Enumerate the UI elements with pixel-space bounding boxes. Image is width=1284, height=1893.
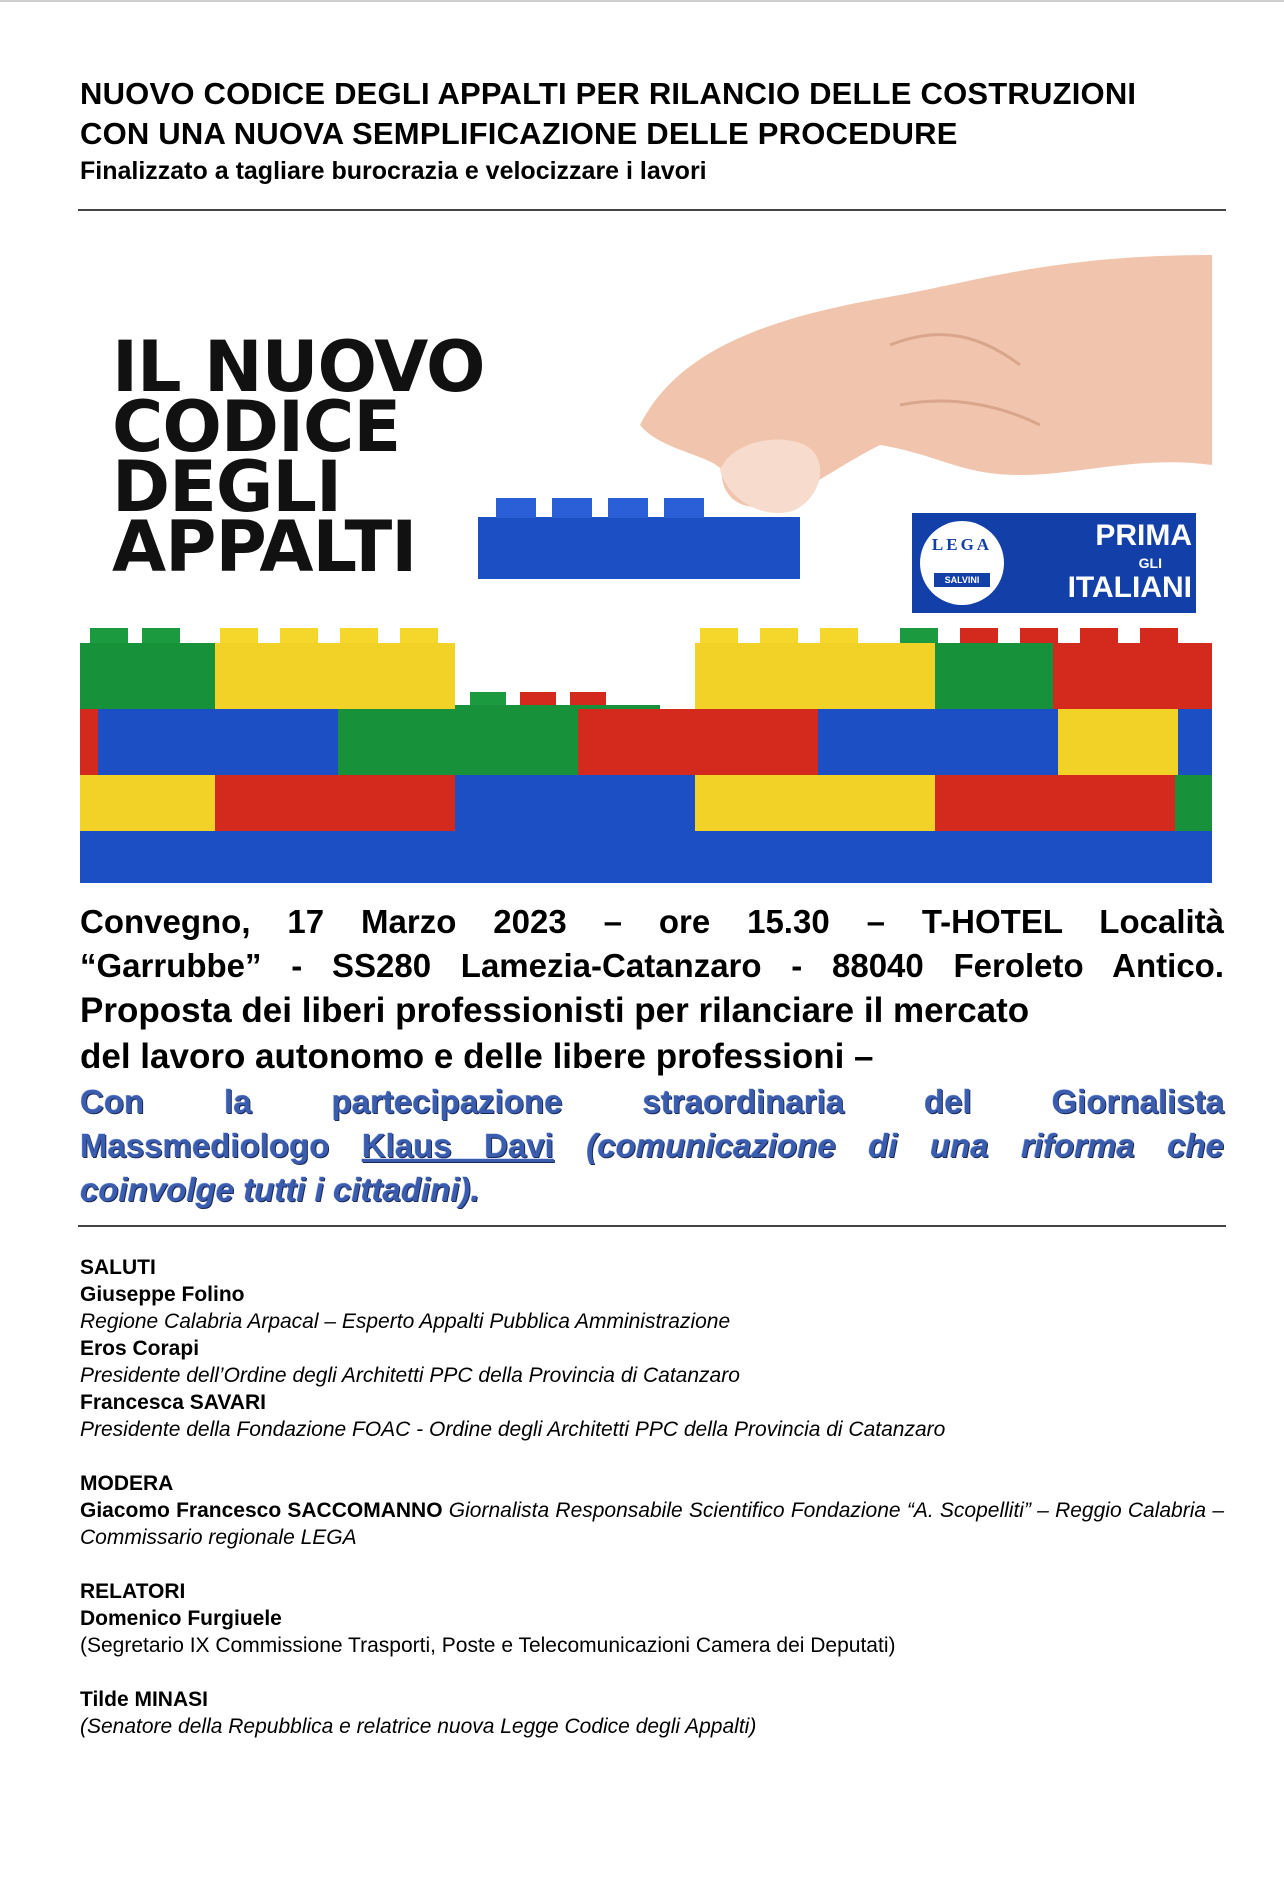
speaker-name: Domenico Furgiuele <box>80 1607 282 1630</box>
hand-illustration <box>640 255 1212 513</box>
speaker-role: Presidente dell’Ordine degli Architetti PPC della Provincia di Catanzaro <box>80 1364 740 1387</box>
guest-line-3: coinvolge tutti i cittadini). <box>80 1171 480 1208</box>
speaker-name: Francesca SAVARI <box>80 1391 266 1414</box>
guest-name: Klaus Davi <box>361 1127 554 1164</box>
program-divider <box>78 1225 1226 1227</box>
speaker-role: Regione Calabria Arpacal – Esperto Appalti Pubblica Amministrazione <box>80 1310 731 1333</box>
event-info <box>80 900 1224 1212</box>
lega-logo <box>920 521 1004 605</box>
lega-logo-sub: SALVINI <box>934 573 990 587</box>
lega-logo-text: LEGA <box>931 535 993 554</box>
program <box>80 1254 1224 1740</box>
guest-note: (comunicazione di una riforma che <box>586 1127 1224 1164</box>
proposal-line-1: Proposta dei liberi professionisti per rilanciare il mercato <box>80 991 1030 1030</box>
hero-title-line: DEGLI <box>112 446 342 528</box>
hero-title-line: CODICE <box>112 386 401 468</box>
document-header <box>80 74 1224 188</box>
hero-title-line: IL NUOVO <box>112 326 485 408</box>
speaker-role: Presidente della Fondazione FOAC - Ordine degli Architetti PPC della Provincia di Catanzaro <box>80 1418 946 1441</box>
event-details-line-1: Convegno, 17 Marzo 2023 – ore 15.30 – T-HOTEL Località <box>80 903 1224 940</box>
moderator-role: Giornalista Responsabile Scientifico Fondazione “A. Scopelliti” – Reggio Calabria – Commissario regionale LEGA <box>80 1499 1224 1549</box>
guest-prefix: Massmediologo <box>80 1127 330 1164</box>
lega-badge <box>912 513 1196 613</box>
hero-title-line: APPALTI <box>112 506 417 588</box>
speaker-name: Tilde MINASI <box>80 1688 208 1711</box>
title-line-2: CON UNA NUOVA SEMPLIFICAZIONE DELLE PROCEDURE <box>80 116 958 151</box>
badge-line-1: PRIMA <box>1095 519 1192 552</box>
badge-line-3: ITALIANI <box>1067 571 1192 604</box>
top-border <box>0 0 1284 2</box>
held-blue-brick <box>478 498 800 579</box>
speaker-name: Eros Corapi <box>80 1337 200 1360</box>
subtitle: Finalizzato a tagliare burocrazia e velocizzare i lavori <box>80 157 707 185</box>
proposal-line-2: del lavoro autonomo e delle libere professioni – <box>80 1037 874 1076</box>
badge-line-2: GLI <box>1138 555 1162 571</box>
guest-line-2 <box>80 1124 1224 1168</box>
hero-image <box>80 255 1212 883</box>
guest-line-1: Con la partecipazione straordinaria del Giornalista <box>80 1083 1224 1120</box>
section-heading-relatori: RELATORI <box>80 1580 186 1603</box>
speaker-role: (Senatore della Repubblica e relatrice nuova Legge Codice degli Appalti) <box>80 1715 757 1738</box>
moderator-name: Giacomo Francesco SACCOMANNO <box>80 1499 443 1522</box>
speaker-name: Giuseppe Folino <box>80 1283 245 1306</box>
speaker-role: (Segretario IX Commissione Trasporti, Poste e Telecomunicazioni Camera dei Deputati) <box>80 1634 896 1657</box>
section-heading-saluti: SALUTI <box>80 1256 156 1279</box>
moderator-entry <box>80 1497 1224 1551</box>
event-details-line-2: “Garrubbe” - SS280 Lamezia-Catanzaro - 88040 Feroleto Antico. <box>80 947 1224 984</box>
hero-title <box>112 326 485 588</box>
title-line-1: NUOVO CODICE DEGLI APPALTI PER RILANCIO DELLE COSTRUZIONI <box>80 76 1137 111</box>
header-divider <box>78 209 1226 211</box>
section-heading-modera: MODERA <box>80 1472 174 1495</box>
